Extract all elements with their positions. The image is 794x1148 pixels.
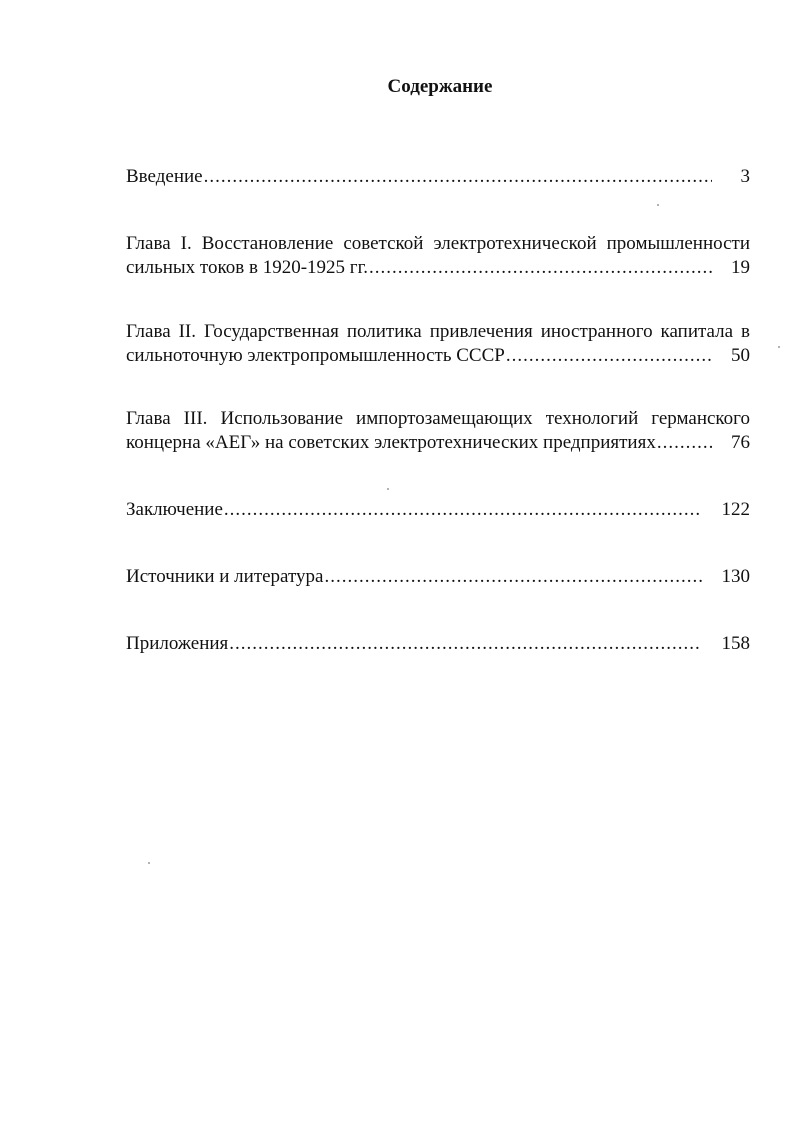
toc-entry-title: Источники и литература [126, 566, 324, 587]
toc-page-number: 50 [731, 345, 750, 366]
toc-entry-title-line-1: Глава I. Восстановление советской электротехнической промышленности [126, 233, 750, 254]
toc-entry-title-line-1: Глава II. Государственная политика привлечения иностранного капитала в [126, 321, 750, 342]
toc-entry-chapter-1[interactable] [126, 232, 750, 280]
dot-leader [229, 632, 702, 656]
toc-entry-title-line-2: сильноточную электропромышленность СССР [126, 345, 505, 366]
toc-entry-appendices[interactable] [126, 632, 750, 656]
toc-page-number: 3 [740, 166, 750, 187]
toc-entry-title-line-2: концерна «АЕГ» на советских электротехнических предприятиях [126, 432, 656, 453]
dot-leader [204, 165, 712, 189]
toc-entry-line [126, 165, 750, 189]
toc-page-number: 122 [721, 499, 750, 520]
toc-entry-line [126, 431, 750, 455]
toc-entry-line [126, 498, 750, 522]
scan-speck [778, 346, 780, 348]
dot-leader [506, 344, 712, 368]
toc-entry-chapter-2[interactable] [126, 320, 750, 368]
toc-entry-title-line-1: Глава III. Использование импортозамещающих технологий германского [126, 408, 750, 429]
toc-entry-title: Заключение [126, 499, 223, 520]
toc-page-number: 130 [721, 566, 750, 587]
dot-leader [224, 498, 702, 522]
dot-leader [369, 256, 712, 280]
dot-leader [325, 565, 703, 589]
toc-entry-conclusion[interactable] [126, 498, 750, 522]
toc-entry-line [126, 565, 750, 589]
page-title: Содержание [387, 76, 493, 97]
toc-entry-chapter-3[interactable] [126, 407, 750, 455]
toc-page-number: 158 [721, 633, 750, 654]
dot-leader [657, 431, 712, 455]
toc-page-number: 19 [731, 257, 750, 278]
scan-speck [148, 862, 150, 864]
toc-entry-sources[interactable] [126, 565, 750, 589]
toc-entry-title-line-2: сильных токов в 1920-1925 гг. [126, 257, 368, 278]
toc-entry-title: Введение [126, 166, 203, 187]
toc-entry-title: Приложения [126, 633, 229, 654]
toc-page-number: 76 [731, 432, 750, 453]
toc-entry-line [126, 256, 750, 280]
scan-speck [387, 488, 389, 490]
scan-speck [657, 204, 659, 206]
toc-entry-line [126, 344, 750, 368]
toc-entry-line [126, 632, 750, 656]
toc-entry-introduction[interactable] [126, 165, 750, 189]
